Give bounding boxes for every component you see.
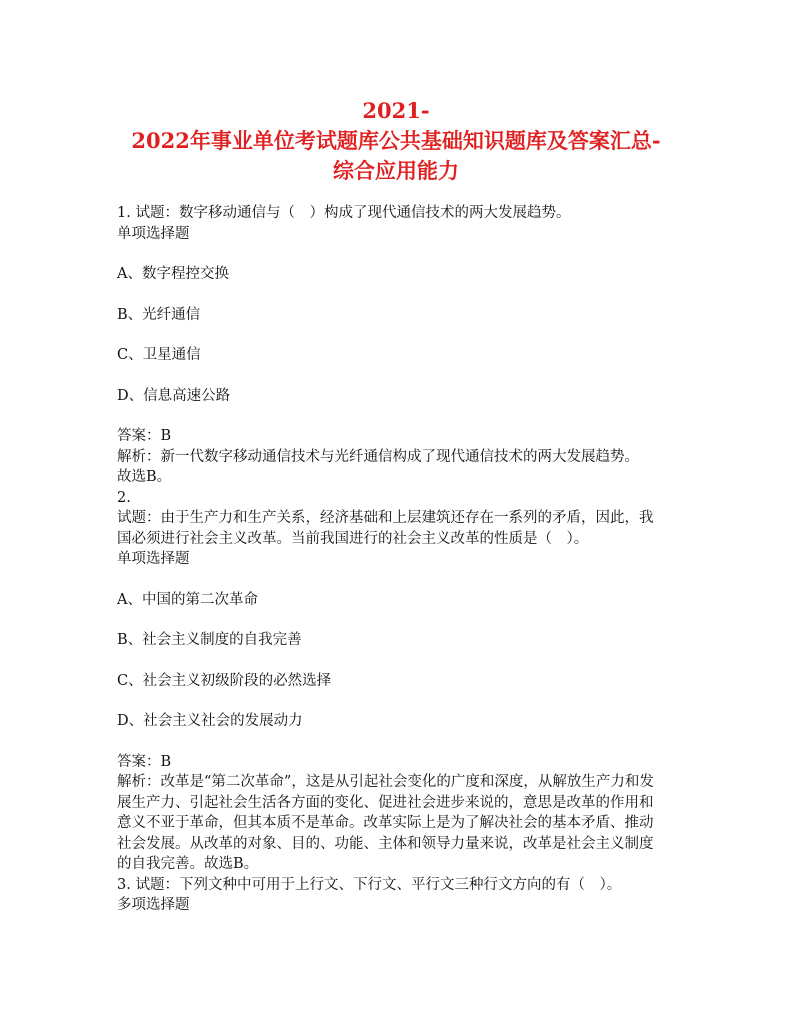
- title-line-1: 2021-: [362, 98, 430, 123]
- option-c: C、社会主义初级阶段的必然选择: [117, 672, 332, 689]
- answer: 答案：B: [117, 428, 172, 444]
- analysis-line: 解析：改革是“第二次革命”，这是从引起社会变化的广度和深度，从解放生产力和发: [117, 774, 654, 790]
- question-stem: 1. 试题：数字移动通信与（ ）构成了现代通信技术的两大发展趋势。: [117, 205, 571, 221]
- question-number: 2.: [117, 489, 131, 506]
- question-type: 多项选择题: [117, 897, 190, 913]
- analysis-line: 意义不亚于革命，但其本质不是革命。改革实际上是为了解决社会的基本矛盾、推动: [117, 815, 654, 831]
- question-type: 单项选择题: [117, 225, 190, 242]
- analysis-line: 解析：新一代数字移动通信技术与光纤通信构成了现代通信技术的两大发展趋势。: [117, 448, 639, 465]
- analysis-line: 展生产力、引起社会生活各方面的变化、促进社会进步来说的，意思是改革的作用和: [117, 794, 654, 811]
- question-2: [117, 488, 687, 875]
- analysis-line: 故选B。: [117, 469, 172, 485]
- question-stem: 试题：由于生产力和生产关系，经济基础和上层建筑还存在一系列的矛盾，因此，我: [117, 510, 654, 526]
- option-b: B、光纤通信: [117, 306, 201, 323]
- question-stem: 3. 试题：下列文种中可用于上行文、下行文、平行文三种行文方向的有（ ）。: [117, 876, 622, 893]
- question-3: [117, 875, 687, 916]
- document-title: [0, 96, 792, 186]
- option-b: B、社会主义制度的自我完善: [117, 632, 302, 648]
- option-a: A、中国的第二次革命: [117, 591, 258, 608]
- title-line-2: 2022年事业单位考试题库公共基础知识题库及答案汇总-: [131, 128, 661, 153]
- option-a: A、数字程控交换: [117, 266, 229, 282]
- analysis-line: 的自我完善。故选B。: [117, 856, 259, 872]
- option-d: D、社会主义社会的发展动力: [117, 713, 303, 729]
- document-body: [117, 203, 687, 916]
- option-c: C、卫星通信: [117, 347, 201, 363]
- question-stem: 国必须进行社会主义改革。当前我国进行的社会主义改革的性质是（ ）。: [117, 530, 589, 547]
- option-d: D、信息高速公路: [117, 387, 231, 404]
- question-type: 单项选择题: [117, 551, 190, 567]
- question-1: [117, 203, 687, 488]
- analysis-line: 社会发展。从改革的对象、目的、功能、主体和领导力量来说，改革是社会主义制度: [117, 835, 654, 852]
- answer: 答案：B: [117, 753, 172, 770]
- title-line-3: 综合应用能力: [333, 158, 459, 183]
